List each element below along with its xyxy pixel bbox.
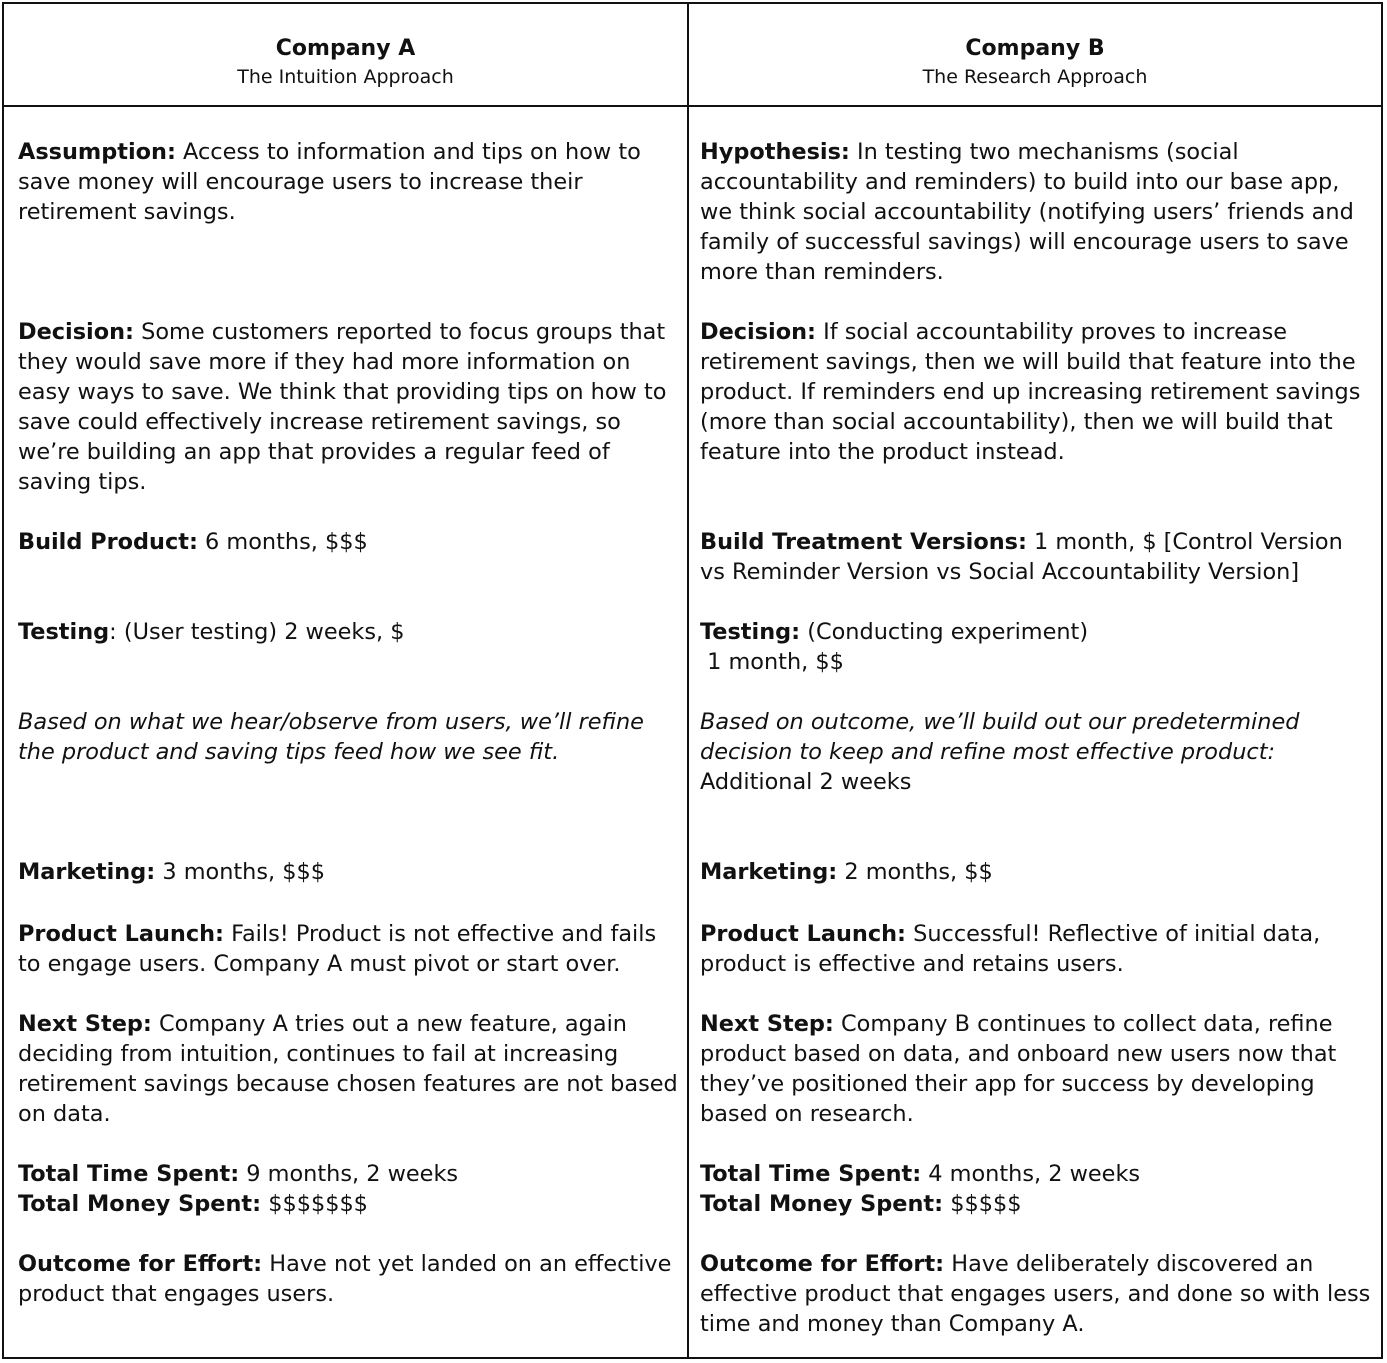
b-outcome-text: Have deliberately discovered an effective product that engages users, and done so with less time and money than Company A.: [700, 1251, 1371, 1337]
a-assumption-label: Assumption:: [18, 139, 176, 165]
a-money-text: $$$$$$$: [261, 1191, 368, 1217]
b-build-label: Build Treatment Versions:: [700, 529, 1027, 555]
b-refine: [700, 707, 1372, 797]
a-outcome-label: Outcome for Effort:: [18, 1251, 263, 1277]
b-testing: [700, 617, 1372, 677]
company-b-header: [689, 34, 1381, 90]
company-a-header: [4, 34, 687, 90]
a-next-label: Next Step:: [18, 1011, 152, 1037]
a-decision: [18, 317, 678, 497]
a-assumption-text: Access to information and tips on how to save money will encourage users to increase their retirement savings.: [18, 139, 641, 225]
a-time-label: Total Time Spent:: [18, 1161, 240, 1187]
a-totals: [18, 1159, 678, 1219]
a-outcome: [18, 1249, 678, 1309]
a-money-label: Total Money Spent:: [18, 1191, 262, 1217]
a-total-time: [18, 1159, 678, 1189]
b-outcome: [700, 1249, 1372, 1339]
a-launch-text: Fails! Product is not effective and fails to engage users. Company A must pivot or start over.: [18, 921, 657, 977]
a-testing-text: : (User testing) 2 weeks, $: [109, 619, 405, 645]
company-b-name: Company B: [965, 36, 1105, 61]
a-build-label: Build Product:: [18, 529, 198, 555]
b-refine-italic: Based on outcome, we’ll build out our predetermined decision to keep and refine most effective product:: [700, 709, 1300, 765]
b-build: [700, 527, 1372, 587]
a-decision-text: Some customers reported to focus groups that they would save more if they had more information on easy ways to save. We think that providing tips on how to save could effectively increase retirement savings, so we’re building an app that provides a regular feed of saving tips.: [18, 319, 667, 495]
b-next-text: Company B continues to collect data, refine product based on data, and onboard new users now that they’ve positioned their app for success by developing based on research.: [700, 1011, 1337, 1127]
a-refine: [18, 707, 678, 767]
b-marketing: [700, 857, 1372, 887]
b-launch-text: Successful! Reflective of initial data, product is effective and retains users.: [700, 921, 1321, 977]
company-a-name: Company A: [275, 36, 416, 61]
b-testing-text: (Conducting experiment): [800, 619, 1089, 645]
a-outcome-text: Have not yet landed on an effective product that engages users.: [18, 1251, 672, 1307]
b-money-text: $$$$$: [943, 1191, 1022, 1217]
header-divider: [4, 105, 1381, 107]
a-marketing-text: 3 months, $$$: [155, 859, 326, 885]
b-next-label: Next Step:: [700, 1011, 834, 1037]
a-next-text: Company A tries out a new feature, again deciding from intuition, continues to fail at increasing retirement savings because chosen features are not based on data.: [18, 1011, 678, 1127]
a-launch: [18, 919, 678, 979]
b-decision-label: Decision:: [700, 319, 816, 345]
b-testing-label: Testing:: [700, 619, 801, 645]
column-divider: [687, 4, 689, 1357]
b-hypothesis-text: In testing two mechanisms (social accountability and reminders) to build into our base app, we think social accountability (notifying users’ friends and family of successful savings) will encourage users to save more than reminders.: [700, 139, 1354, 285]
b-marketing-text: 2 months, $$: [837, 859, 993, 885]
a-build-text: 6 months, $$$: [197, 529, 368, 555]
b-testing-line1: [700, 617, 1372, 647]
b-decision: [700, 317, 1372, 467]
b-launch: [700, 919, 1372, 979]
a-launch-label: Product Launch:: [18, 921, 224, 947]
b-hypothesis: [700, 137, 1372, 287]
a-decision-label: Decision:: [18, 319, 134, 345]
a-time-text: 9 months, 2 weeks: [239, 1161, 459, 1187]
a-testing: [18, 617, 678, 647]
a-testing-label: Testing: [18, 619, 110, 645]
b-outcome-label: Outcome for Effort:: [700, 1251, 945, 1277]
company-b-approach: The Research Approach: [922, 66, 1148, 88]
b-launch-label: Product Launch:: [700, 921, 906, 947]
a-marketing-label: Marketing:: [18, 859, 156, 885]
b-time-text: 4 months, 2 weeks: [921, 1161, 1141, 1187]
b-time-label: Total Time Spent:: [700, 1161, 922, 1187]
a-next-step: [18, 1009, 678, 1129]
b-decision-text: If social accountability proves to increase retirement savings, then we will build that feature into the product. If reminders end up increasing retirement savings (more than social accountability), then we will build that feature into the product instead.: [700, 319, 1361, 465]
b-build-text: 1 month, $ [Control Version vs Reminder Version vs Social Accountability Version]: [700, 529, 1343, 585]
b-money-label: Total Money Spent:: [700, 1191, 944, 1217]
company-a-approach: The Intuition Approach: [237, 66, 454, 88]
comparison-table: [2, 2, 1383, 1359]
b-next-step: [700, 1009, 1372, 1129]
a-build: [18, 527, 678, 557]
a-assumption: [18, 137, 678, 227]
a-total-money: [18, 1189, 678, 1219]
b-totals: [700, 1159, 1372, 1219]
b-total-money: [700, 1189, 1372, 1219]
b-total-time: [700, 1159, 1372, 1189]
a-refine-text: Based on what we hear/observe from users, we’ll refine the product and saving tips feed how we see fit.: [18, 709, 644, 765]
b-refine-text: Additional 2 weeks: [700, 769, 912, 795]
b-marketing-label: Marketing:: [700, 859, 838, 885]
a-marketing: [18, 857, 678, 887]
b-testing-line2: 1 month, $$: [700, 649, 844, 675]
b-hypothesis-label: Hypothesis:: [700, 139, 850, 165]
